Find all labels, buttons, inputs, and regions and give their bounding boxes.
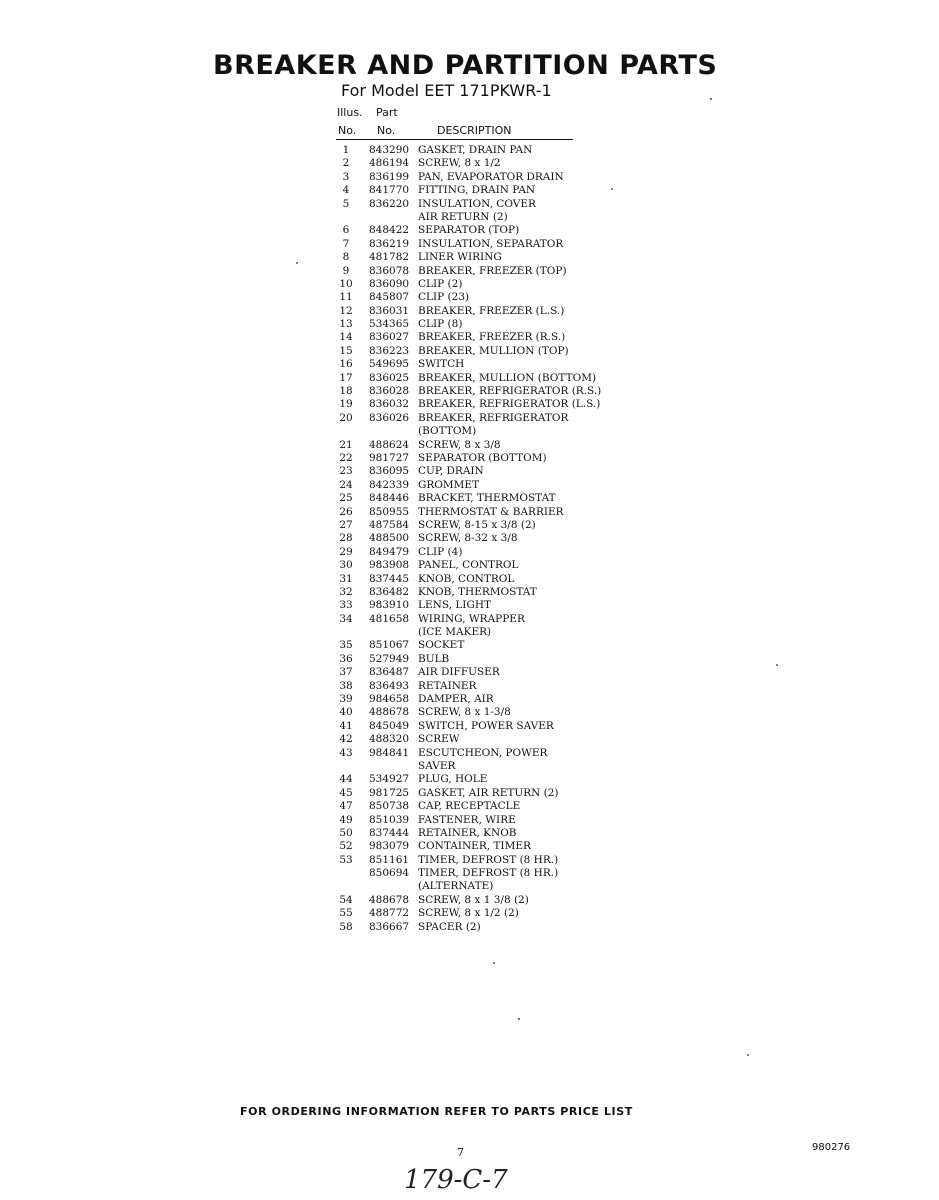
parts-row — [336, 666, 636, 679]
part-number: 983079 — [369, 840, 410, 853]
part-description: BREAKER, FREEZER (L.S.) — [418, 304, 565, 317]
parts-row — [336, 358, 636, 371]
parts-row — [336, 800, 636, 813]
illus-no: 39 — [339, 693, 353, 706]
part-number: 848422 — [369, 224, 410, 237]
part-description: BREAKER, FREEZER (TOP) — [418, 264, 567, 277]
header-divider — [336, 139, 573, 140]
parts-row — [336, 184, 636, 197]
part-number: 836028 — [369, 385, 410, 398]
parts-row — [336, 787, 636, 800]
parts-row — [336, 653, 636, 666]
part-number: 841770 — [369, 184, 410, 197]
parts-row — [336, 291, 636, 304]
part-number: 488320 — [369, 733, 410, 746]
illus-no: 10 — [339, 277, 353, 290]
part-description: (BOTTOM) — [418, 425, 477, 438]
part-number: 983910 — [369, 599, 410, 612]
part-description: BREAKER, MULLION (BOTTOM) — [418, 371, 597, 384]
illus-no: 42 — [339, 733, 353, 746]
illus-no: 13 — [339, 318, 353, 331]
illus-no: 3 — [342, 170, 350, 183]
part-description: PAN, EVAPORATOR DRAIN — [418, 170, 564, 183]
part-number: 842339 — [369, 478, 410, 491]
part-number: 836482 — [369, 585, 410, 598]
part-description: CLIP (23) — [418, 291, 470, 304]
parts-row — [336, 331, 636, 344]
parts-row — [336, 425, 636, 438]
parts-row — [336, 345, 636, 358]
part-description: CLIP (2) — [418, 277, 463, 290]
illus-no: 26 — [339, 505, 353, 518]
parts-row — [336, 171, 636, 184]
header-description-label: DESCRIPTION — [437, 124, 512, 137]
part-description: SPACER (2) — [418, 920, 481, 933]
illus-no: 24 — [339, 478, 353, 491]
part-description: SEPARATOR (TOP) — [418, 224, 520, 237]
scan-speck — [296, 262, 298, 264]
part-description: LENS, LIGHT — [418, 599, 491, 612]
part-number: 836199 — [369, 170, 410, 183]
part-description: AIR DIFFUSER — [418, 666, 500, 679]
part-description: RETAINER — [418, 679, 477, 692]
scan-speck — [611, 188, 613, 190]
parts-row — [336, 251, 636, 264]
parts-row — [336, 693, 636, 706]
illus-no: 28 — [339, 532, 353, 545]
parts-row — [336, 278, 636, 291]
illus-no: 23 — [339, 465, 353, 478]
illus-no: 44 — [339, 773, 353, 786]
part-number: 837445 — [369, 572, 410, 585]
part-description: BULB — [418, 652, 450, 665]
parts-row — [336, 840, 636, 853]
illus-no: 22 — [339, 451, 353, 464]
parts-row — [336, 519, 636, 532]
header-illus-label: Illus. — [337, 106, 363, 119]
illus-no: 50 — [339, 826, 353, 839]
part-number: 836219 — [369, 237, 410, 250]
scan-speck — [710, 98, 712, 100]
part-description: DAMPER, AIR — [418, 693, 494, 706]
part-description: GROMMET — [418, 478, 480, 491]
part-description: SCREW, 8 x 1/2 (2) — [418, 907, 519, 920]
part-description: BRACKET, THERMOSTAT — [418, 492, 556, 505]
parts-row — [336, 238, 636, 251]
part-description: SCREW, 8 x 1 3/8 (2) — [418, 893, 529, 906]
part-description: TIMER, DEFROST (8 HR.) — [418, 853, 559, 866]
part-number: 488678 — [369, 893, 410, 906]
part-number: 486194 — [369, 157, 410, 170]
part-description: CAP, RECEPTACLE — [418, 800, 521, 813]
parts-row — [336, 720, 636, 733]
parts-row — [336, 894, 636, 907]
parts-row — [336, 773, 636, 786]
parts-row — [336, 921, 636, 934]
part-description: ESCUTCHEON, POWER — [418, 746, 548, 759]
illus-no: 7 — [342, 237, 350, 250]
illus-no: 47 — [339, 800, 353, 813]
illus-no: 45 — [339, 786, 353, 799]
part-number: 843290 — [369, 144, 410, 156]
illus-no: 21 — [339, 438, 353, 451]
part-description: BREAKER, REFRIGERATOR (L.S.) — [418, 398, 601, 411]
parts-row — [336, 144, 636, 157]
part-number: 534927 — [369, 773, 410, 786]
ordering-info-footer: FOR ORDERING INFORMATION REFER TO PARTS PRICE LIST — [240, 1105, 633, 1118]
part-number: 845807 — [369, 291, 410, 304]
part-number: 836031 — [369, 304, 410, 317]
part-number: 549695 — [369, 358, 410, 371]
illus-no: 4 — [342, 184, 350, 197]
part-number: 837444 — [369, 826, 410, 839]
part-number: 488772 — [369, 907, 410, 920]
part-number: 481782 — [369, 251, 410, 264]
parts-row — [336, 706, 636, 719]
model-subtitle: For Model EET 171PKWR-1 — [341, 81, 552, 100]
part-number: 850694 — [369, 867, 410, 880]
part-description: GASKET, AIR RETURN (2) — [418, 786, 559, 799]
illus-no: 33 — [339, 599, 353, 612]
part-description: CLIP (8) — [418, 318, 463, 331]
illus-no: 9 — [342, 264, 350, 277]
illus-no: 18 — [339, 385, 353, 398]
illus-no: 17 — [339, 371, 353, 384]
part-number: 849479 — [369, 545, 410, 558]
part-number: 836078 — [369, 264, 410, 277]
parts-row — [336, 318, 636, 331]
parts-row — [336, 626, 636, 639]
parts-row — [336, 452, 636, 465]
part-description: THERMOSTAT & BARRIER — [418, 505, 564, 518]
parts-row — [336, 224, 636, 237]
illus-no: 20 — [339, 411, 353, 424]
parts-row — [336, 559, 636, 572]
document-code: 980276 — [812, 1142, 851, 1153]
part-number: 836090 — [369, 277, 410, 290]
part-number: 836095 — [369, 465, 410, 478]
parts-row — [336, 479, 636, 492]
part-number: 836493 — [369, 679, 410, 692]
part-number: 527949 — [369, 652, 410, 665]
part-number: 984658 — [369, 693, 410, 706]
part-number: 488624 — [369, 438, 410, 451]
parts-row — [336, 827, 636, 840]
parts-row — [336, 680, 636, 693]
illus-no: 27 — [339, 518, 353, 531]
part-description: SCREW, 8 x 1-3/8 — [418, 706, 511, 719]
part-description: RETAINER, KNOB — [418, 826, 517, 839]
part-description: SCREW — [418, 733, 460, 746]
illus-no: 31 — [339, 572, 353, 585]
illus-no: 5 — [342, 197, 350, 210]
part-description: TIMER, DEFROST (8 HR.) — [418, 867, 559, 880]
parts-row — [336, 372, 636, 385]
part-number: 836027 — [369, 331, 410, 344]
part-number: 983908 — [369, 559, 410, 572]
illus-no: 12 — [339, 304, 353, 317]
part-description: PLUG, HOLE — [418, 773, 488, 786]
part-number: 836487 — [369, 666, 410, 679]
parts-row — [336, 506, 636, 519]
part-number: 836667 — [369, 920, 410, 933]
part-number: 836032 — [369, 398, 410, 411]
part-description: INSULATION, SEPARATOR — [418, 237, 564, 250]
part-description: BREAKER, MULLION (TOP) — [418, 344, 569, 357]
part-number: 851067 — [369, 639, 410, 652]
part-description: INSULATION, COVER — [418, 197, 536, 210]
part-description: (ALTERNATE) — [418, 880, 494, 893]
part-description: SCREW, 8 x 1/2 — [418, 157, 501, 170]
illus-no: 58 — [339, 920, 353, 933]
illus-no: 34 — [339, 612, 353, 625]
illus-no: 38 — [339, 679, 353, 692]
illus-no: 35 — [339, 639, 353, 652]
scan-speck — [493, 962, 495, 964]
parts-row — [336, 854, 636, 867]
part-description: SWITCH, POWER SAVER — [418, 719, 554, 732]
part-description: BREAKER, REFRIGERATOR — [418, 411, 569, 424]
part-description: AIR RETURN (2) — [418, 210, 508, 223]
scan-speck — [747, 1054, 749, 1056]
part-number: 981727 — [369, 451, 410, 464]
parts-row — [336, 599, 636, 612]
part-description: FITTING, DRAIN PAN — [418, 184, 536, 197]
parts-row — [336, 733, 636, 746]
part-description: SOCKET — [418, 639, 465, 652]
part-description: SCREW, 8 x 3/8 — [418, 438, 501, 451]
part-number: 981725 — [369, 786, 410, 799]
part-description: SCREW, 8-32 x 3/8 — [418, 532, 518, 545]
scan-speck — [776, 664, 778, 666]
illus-no: 54 — [339, 893, 353, 906]
part-description: FASTENER, WIRE — [418, 813, 516, 826]
part-number: 836026 — [369, 411, 410, 424]
parts-row — [336, 639, 636, 652]
part-description: LINER WIRING — [418, 251, 502, 264]
scan-speck — [518, 1018, 520, 1020]
part-description: (ICE MAKER) — [418, 626, 492, 639]
part-number: 488678 — [369, 706, 410, 719]
illus-no: 36 — [339, 652, 353, 665]
part-description: KNOB, CONTROL — [418, 572, 515, 585]
part-number: 836220 — [369, 197, 410, 210]
parts-row — [336, 385, 636, 398]
part-number: 487584 — [369, 518, 410, 531]
parts-row — [336, 760, 636, 773]
parts-list — [336, 144, 636, 934]
part-number: 984841 — [369, 746, 410, 759]
part-description: SCREW, 8-15 x 3/8 (2) — [418, 518, 536, 531]
illus-no: 52 — [339, 840, 353, 853]
part-number: 848446 — [369, 492, 410, 505]
part-description: PANEL, CONTROL — [418, 559, 519, 572]
part-description: CONTAINER, TIMER — [418, 840, 531, 853]
parts-row — [336, 198, 636, 211]
illus-no: 37 — [339, 666, 353, 679]
part-description: KNOB, THERMOSTAT — [418, 585, 537, 598]
illus-no: 29 — [339, 545, 353, 558]
parts-row — [336, 439, 636, 452]
parts-row — [336, 412, 636, 425]
part-description: CUP, DRAIN — [418, 465, 484, 478]
part-description: WIRING, WRAPPER — [418, 612, 525, 625]
illus-no: 30 — [339, 559, 353, 572]
parts-row — [336, 157, 636, 170]
parts-row — [336, 747, 636, 760]
parts-row — [336, 492, 636, 505]
handwritten-note-text: 179-C-7 — [404, 1165, 508, 1195]
parts-row — [336, 546, 636, 559]
illus-no: 2 — [342, 157, 350, 170]
page-number: 7 — [457, 1146, 464, 1159]
parts-row — [336, 573, 636, 586]
part-number: 851039 — [369, 813, 410, 826]
part-description: SEPARATOR (BOTTOM) — [418, 451, 547, 464]
illus-no: 25 — [339, 492, 353, 505]
parts-row — [336, 880, 636, 893]
parts-row — [336, 211, 636, 224]
parts-row — [336, 265, 636, 278]
part-description: BREAKER, FREEZER (R.S.) — [418, 331, 566, 344]
illus-no: 19 — [339, 398, 353, 411]
part-number: 850738 — [369, 800, 410, 813]
part-description: SWITCH — [418, 358, 465, 371]
illus-no: 1 — [342, 144, 350, 156]
parts-row — [336, 532, 636, 545]
part-number: 851161 — [369, 853, 410, 866]
header-illus-no-label: No. — [338, 124, 357, 137]
illus-no: 41 — [339, 719, 353, 732]
parts-row — [336, 814, 636, 827]
parts-row — [336, 613, 636, 626]
illus-no: 14 — [339, 331, 353, 344]
part-number: 534365 — [369, 318, 410, 331]
part-number: 845049 — [369, 719, 410, 732]
illus-no: 11 — [339, 291, 353, 304]
page-title: BREAKER AND PARTITION PARTS — [213, 50, 718, 81]
illus-no: 40 — [339, 706, 353, 719]
illus-no: 16 — [339, 358, 353, 371]
part-number: 481658 — [369, 612, 410, 625]
part-description: GASKET, DRAIN PAN — [418, 144, 533, 156]
illus-no: 43 — [339, 746, 353, 759]
part-number: 836025 — [369, 371, 410, 384]
illus-no: 49 — [339, 813, 353, 826]
parts-row — [336, 465, 636, 478]
illus-no: 53 — [339, 853, 353, 866]
part-description: CLIP (4) — [418, 545, 463, 558]
illus-no: 15 — [339, 344, 353, 357]
part-number: 836223 — [369, 344, 410, 357]
parts-row — [336, 586, 636, 599]
handwritten-note — [398, 1158, 538, 1198]
illus-no: 8 — [342, 251, 350, 264]
parts-row — [336, 907, 636, 920]
part-description: SAVER — [418, 759, 456, 772]
parts-row — [336, 867, 636, 880]
header-part-label: Part — [376, 106, 398, 119]
illus-no: 32 — [339, 585, 353, 598]
part-number: 850955 — [369, 505, 410, 518]
parts-row — [336, 305, 636, 318]
header-part-no-label: No. — [377, 124, 396, 137]
illus-no: 55 — [339, 907, 353, 920]
part-number: 488500 — [369, 532, 410, 545]
part-description: BREAKER, REFRIGERATOR (R.S.) — [418, 385, 602, 398]
parts-row — [336, 398, 636, 411]
illus-no: 6 — [342, 224, 350, 237]
